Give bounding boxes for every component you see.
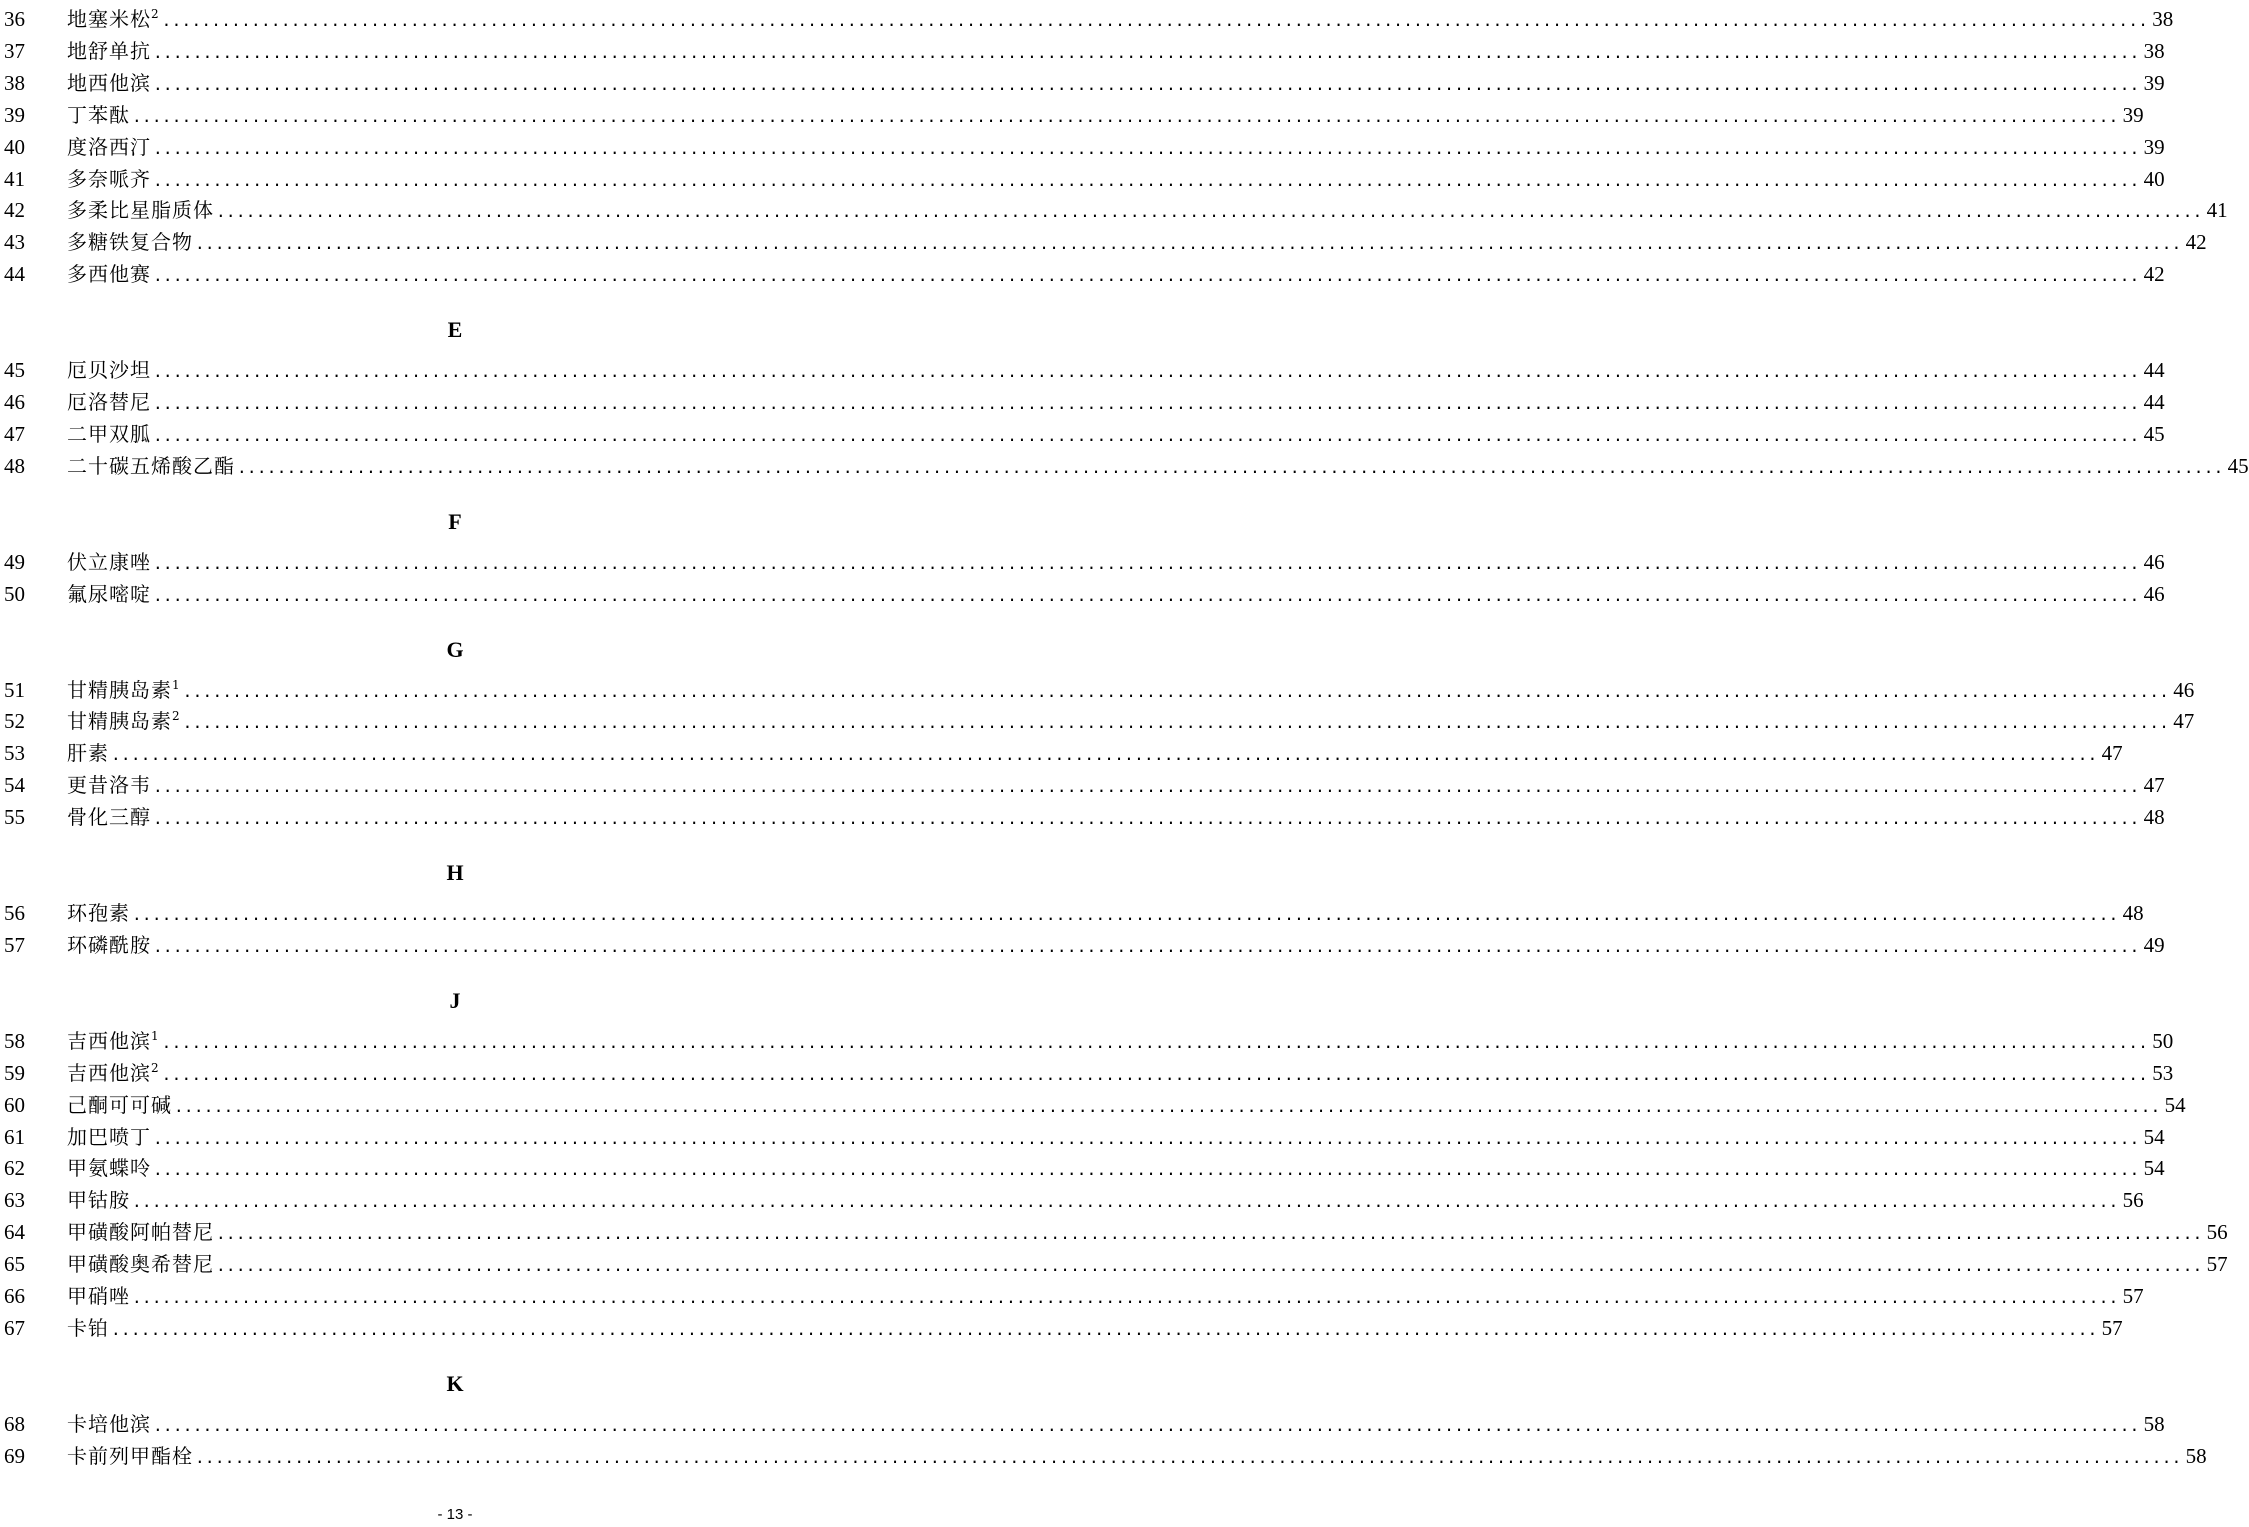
entry-page-number: 42	[2143, 262, 2165, 287]
entry-leader-line	[67, 194, 2228, 228]
entry-number: 64	[4, 1220, 25, 1245]
dot-leader: ........................................................................................................................................................................................................	[195, 1447, 2182, 1467]
entry-title-text: 己酮可可碱	[67, 1092, 172, 1117]
dot-leader: ........................................................................................................................................................................................................	[153, 362, 2140, 382]
entry-title-text: 甲氨蝶呤	[67, 1156, 151, 1181]
entry-leader-line	[67, 1184, 2144, 1218]
toc-entry[interactable]	[0, 1057, 2174, 1089]
entry-number: 37	[4, 38, 25, 63]
entry-leader-line	[67, 226, 2207, 260]
dot-leader: ........................................................................................................................................................................................................	[161, 11, 2149, 30]
toc-entry[interactable]	[0, 1152, 2165, 1184]
entry-leader-line	[67, 1089, 2186, 1123]
toc-entry[interactable]	[0, 1025, 2174, 1057]
entry-title[interactable]	[67, 386, 151, 418]
entry-title-text: 甲磺酸奥希替尼	[67, 1252, 214, 1277]
entry-title[interactable]	[67, 737, 109, 769]
toc-entry[interactable]	[0, 194, 2228, 226]
entry-page-number: 49	[2143, 932, 2165, 957]
entry-number: 44	[4, 262, 25, 287]
entry-page-number: 39	[2143, 70, 2165, 95]
dot-leader: ........................................................................................................................................................................................................	[153, 170, 2140, 190]
entry-page-number: 54	[2143, 1124, 2165, 1149]
dot-leader: ........................................................................................................................................................................................................	[153, 74, 2140, 94]
entry-title-text: 厄贝沙坦	[67, 358, 151, 383]
dot-leader: ........................................................................................................................................................................................................	[132, 106, 2119, 126]
entry-leader-line	[67, 1408, 2165, 1442]
entry-title-text: 度洛西汀	[67, 134, 151, 159]
entry-leader-line	[67, 354, 2165, 388]
entry-title[interactable]	[67, 705, 181, 737]
entry-title[interactable]	[67, 450, 235, 482]
dot-leader: ........................................................................................................................................................................................................	[153, 394, 2140, 413]
toc-entry[interactable]	[0, 99, 2144, 131]
entry-number: 59	[4, 1060, 25, 1085]
dot-leader: ........................................................................................................................................................................................................	[153, 266, 2140, 286]
entry-leader-line	[67, 1057, 2174, 1091]
entry-superscript: 2	[151, 7, 160, 21]
entry-number: 56	[4, 901, 25, 925]
entry-leader-line	[67, 163, 2165, 197]
entry-title-text: 地塞米松	[67, 7, 151, 31]
entry-superscript: 2	[151, 1060, 160, 1075]
dot-leader: ........................................................................................................................................................................................................	[111, 745, 2098, 765]
entry-title-text: 二甲双胍	[67, 421, 151, 446]
entry-number: 47	[4, 421, 25, 446]
entry-title[interactable]	[67, 1089, 172, 1121]
entry-title[interactable]	[67, 1057, 160, 1089]
entry-page-number: 38	[2152, 7, 2174, 31]
entry-number: 50	[4, 581, 25, 606]
entry-number: 42	[4, 198, 25, 223]
entry-title[interactable]	[67, 3, 160, 35]
toc-entry[interactable]	[0, 418, 2165, 450]
toc-entry[interactable]	[0, 1440, 2207, 1472]
entry-superscript: 1	[151, 1028, 160, 1043]
entry-title[interactable]	[67, 418, 151, 450]
dot-leader: ........................................................................................................................................................................................................	[132, 1192, 2119, 1212]
entry-page-number: 45	[2227, 453, 2249, 478]
dot-leader: ........................................................................................................................................................................................................	[237, 457, 2224, 477]
entry-page-number: 57	[2101, 1315, 2123, 1340]
section-heading-g: G	[446, 636, 464, 662]
section-heading-j: J	[449, 987, 461, 1013]
entry-number: 54	[4, 773, 25, 798]
entry-number: 63	[4, 1188, 25, 1213]
toc-entry[interactable]	[0, 450, 2249, 482]
entry-title[interactable]	[67, 67, 151, 99]
entry-leader-line	[67, 769, 2165, 803]
entry-title[interactable]	[67, 99, 130, 131]
section-heading-k: K	[446, 1370, 464, 1396]
entry-title-text: 甘精胰岛素	[67, 677, 172, 702]
dot-leader: ........................................................................................................................................................................................................	[182, 681, 2170, 701]
entry-leader-line	[67, 258, 2165, 292]
dot-leader: ........................................................................................................................................................................................................	[153, 1128, 2140, 1148]
entry-number: 45	[4, 358, 25, 383]
entry-title[interactable]	[67, 1440, 193, 1472]
entry-title[interactable]	[67, 1121, 151, 1153]
entry-page-number: 58	[2185, 1443, 2207, 1468]
toc-entry[interactable]	[0, 3, 2174, 35]
entry-title-text: 丁苯酞	[67, 102, 130, 127]
entry-page-number: 45	[2143, 421, 2165, 446]
toc-entry[interactable]	[0, 386, 2165, 418]
toc-entry[interactable]	[0, 546, 2165, 578]
entry-number: 55	[4, 805, 25, 830]
entry-superscript: 2	[172, 709, 181, 724]
toc-entry[interactable]	[0, 1089, 2186, 1121]
entry-title-text: 多柔比星脂质体	[67, 198, 214, 223]
entry-page-number: 38	[2143, 38, 2165, 63]
entry-page-number: 56	[2206, 1220, 2228, 1245]
entry-page-number: 44	[2143, 390, 2165, 414]
dot-leader: ........................................................................................................................................................................................................	[153, 936, 2140, 956]
entry-title[interactable]	[67, 1280, 130, 1312]
entry-number: 38	[4, 70, 25, 95]
section-heading-e: E	[447, 317, 463, 343]
toc-entry[interactable]	[0, 35, 2165, 67]
entry-title[interactable]	[67, 929, 151, 961]
entry-title-text: 二十碳五烯酸乙酯	[67, 453, 235, 478]
entry-leader-line	[67, 897, 2144, 931]
entry-title[interactable]	[67, 194, 214, 226]
entry-page-number: 40	[2143, 166, 2165, 191]
entry-title-text: 甲钴胺	[67, 1188, 130, 1213]
entry-title-text: 甘精胰岛素	[67, 709, 172, 734]
entry-leader-line	[67, 1280, 2144, 1314]
entry-page-number: 54	[2164, 1092, 2186, 1117]
dot-leader: ........................................................................................................................................................................................................	[153, 809, 2140, 829]
entry-title[interactable]	[67, 801, 151, 833]
entry-title[interactable]	[67, 1025, 160, 1057]
entry-title[interactable]	[67, 1312, 109, 1344]
entry-title-text: 地舒单抗	[67, 38, 151, 63]
toc-entry[interactable]	[0, 1184, 2144, 1216]
entry-number: 60	[4, 1092, 25, 1117]
entry-leader-line	[67, 131, 2165, 165]
entry-leader-line	[67, 674, 2195, 708]
entry-title[interactable]	[67, 578, 151, 610]
toc-entry[interactable]	[0, 67, 2165, 99]
entry-page-number: 41	[2206, 198, 2228, 223]
toc-entry[interactable]	[0, 737, 2123, 769]
dot-leader: ........................................................................................................................................................................................................	[216, 202, 2203, 222]
dot-leader: ........................................................................................................................................................................................................	[182, 713, 2170, 733]
entry-number: 66	[4, 1284, 25, 1308]
toc-entry[interactable]	[0, 1248, 2228, 1280]
entry-leader-line	[67, 386, 2165, 420]
entry-page-number: 57	[2122, 1284, 2144, 1308]
entry-leader-line	[67, 546, 2165, 580]
entry-leader-line	[67, 1121, 2165, 1155]
entry-title-text: 吉西他滨	[67, 1060, 151, 1085]
dot-leader: ........................................................................................................................................................................................................	[153, 1415, 2140, 1435]
entry-page-number: 44	[2143, 358, 2165, 383]
dot-leader: ........................................................................................................................................................................................................	[111, 1319, 2098, 1339]
entry-title-text: 环磷酰胺	[67, 932, 151, 957]
entry-number: 57	[4, 932, 25, 957]
toc-entry[interactable]	[0, 1408, 2165, 1440]
entry-page-number: 57	[2206, 1252, 2228, 1277]
entry-title-text: 加巴喷丁	[67, 1124, 151, 1149]
entry-title[interactable]	[67, 674, 181, 706]
entry-title[interactable]	[67, 1248, 214, 1280]
entry-leader-line	[67, 1025, 2174, 1059]
entry-title-text: 肝素	[67, 741, 109, 766]
entry-title[interactable]	[67, 1216, 214, 1248]
toc-entry[interactable]	[0, 769, 2165, 801]
entry-leader-line	[67, 450, 2249, 484]
dot-leader: ........................................................................................................................................................................................................	[174, 1096, 2161, 1116]
entry-title-text: 厄洛替尼	[67, 390, 151, 414]
entry-title-text: 多西他赛	[67, 262, 151, 287]
entry-number: 51	[4, 677, 25, 702]
entry-page-number: 47	[2173, 709, 2195, 734]
entry-title-text: 吉西他滨	[67, 1028, 151, 1053]
entry-number: 40	[4, 134, 25, 159]
page-number-footer: - 13 -	[437, 1506, 473, 1523]
entry-title[interactable]	[67, 354, 151, 386]
entry-title-text: 多奈哌齐	[67, 166, 151, 191]
dot-leader: ........................................................................................................................................................................................................	[153, 138, 2140, 158]
toc-entry[interactable]	[0, 226, 2207, 258]
entry-number: 41	[4, 166, 25, 191]
entry-leader-line	[67, 418, 2165, 452]
entry-leader-line	[67, 67, 2165, 101]
section-heading-h: H	[446, 860, 464, 885]
entry-superscript: 1	[172, 677, 181, 692]
toc-entry[interactable]	[0, 1121, 2165, 1153]
dot-leader: ........................................................................................................................................................................................................	[132, 1288, 2119, 1307]
toc-entry[interactable]	[0, 354, 2165, 386]
entry-page-number: 39	[2143, 134, 2165, 159]
entry-page-number: 56	[2122, 1188, 2144, 1213]
entry-title-text: 多糖铁复合物	[67, 230, 193, 255]
entry-page-number: 39	[2122, 102, 2144, 127]
entry-title-text: 卡前列甲酯栓	[67, 1443, 193, 1468]
entry-leader-line	[67, 929, 2165, 963]
entry-title-text: 卡铂	[67, 1315, 109, 1340]
entry-number: 58	[4, 1028, 25, 1053]
entry-title[interactable]	[67, 226, 193, 258]
entry-number: 67	[4, 1315, 25, 1340]
dot-leader: ........................................................................................................................................................................................................	[216, 1256, 2203, 1276]
entry-leader-line	[67, 1216, 2228, 1250]
entry-title-text: 甲磺酸阿帕替尼	[67, 1220, 214, 1245]
entry-title-text: 甲硝唑	[67, 1284, 130, 1308]
dot-leader: ........................................................................................................................................................................................................	[161, 1064, 2149, 1084]
entry-leader-line	[67, 35, 2165, 69]
entry-page-number: 46	[2143, 549, 2165, 574]
toc-entry[interactable]	[0, 1280, 2144, 1312]
entry-number: 49	[4, 549, 25, 574]
toc-entry[interactable]	[0, 705, 2195, 737]
entry-title[interactable]	[67, 1184, 130, 1216]
toc-entry[interactable]	[0, 1216, 2228, 1248]
dot-leader: ........................................................................................................................................................................................................	[216, 1224, 2203, 1244]
entry-number: 53	[4, 741, 25, 766]
entry-title[interactable]	[67, 1152, 151, 1184]
dot-leader: ........................................................................................................................................................................................................	[153, 425, 2140, 445]
entry-leader-line	[67, 737, 2123, 771]
entry-number: 61	[4, 1124, 25, 1149]
entry-title[interactable]	[67, 131, 151, 163]
entry-page-number: 48	[2122, 901, 2144, 925]
entry-number: 36	[4, 7, 25, 31]
entry-page-number: 42	[2185, 230, 2207, 255]
entry-leader-line	[67, 578, 2165, 612]
entry-page-number: 58	[2143, 1411, 2165, 1436]
entry-number: 65	[4, 1252, 25, 1277]
entry-title[interactable]	[67, 769, 151, 801]
entry-title-text: 伏立康唑	[67, 549, 151, 574]
entry-title-text: 环孢素	[67, 901, 130, 925]
entry-leader-line	[67, 1312, 2123, 1346]
entry-title-text: 氟尿嘧啶	[67, 581, 151, 606]
entry-title-text: 骨化三醇	[67, 805, 151, 830]
dot-leader: ........................................................................................................................................................................................................	[153, 42, 2140, 62]
dot-leader: ........................................................................................................................................................................................................	[153, 553, 2140, 573]
entry-page-number: 47	[2143, 773, 2165, 798]
entry-title[interactable]	[67, 163, 151, 195]
entry-number: 48	[4, 453, 25, 478]
toc-entry[interactable]	[0, 131, 2165, 163]
dot-leader: ........................................................................................................................................................................................................	[153, 777, 2140, 797]
entry-number: 43	[4, 230, 25, 255]
entry-leader-line	[67, 705, 2195, 739]
entry-title[interactable]	[67, 897, 130, 929]
entry-page-number: 53	[2152, 1060, 2174, 1085]
entry-page-number: 47	[2101, 741, 2123, 766]
dot-leader: ........................................................................................................................................................................................................	[195, 234, 2182, 254]
dot-leader: ........................................................................................................................................................................................................	[132, 905, 2119, 924]
entry-page-number: 48	[2143, 805, 2165, 830]
entry-page-number: 46	[2143, 581, 2165, 606]
entry-title-text: 地西他滨	[67, 70, 151, 95]
entry-title[interactable]	[67, 35, 151, 67]
entry-leader-line	[67, 1440, 2207, 1474]
toc-entry[interactable]	[0, 674, 2195, 706]
entry-title[interactable]	[67, 258, 151, 290]
entry-leader-line	[67, 1152, 2165, 1186]
entry-number: 69	[4, 1443, 25, 1468]
toc-entry[interactable]	[0, 578, 2165, 610]
entry-title-text: 卡培他滨	[67, 1411, 151, 1436]
entry-page-number: 50	[2152, 1028, 2174, 1053]
dot-leader: ........................................................................................................................................................................................................	[153, 585, 2140, 605]
section-heading-f: F	[448, 508, 462, 534]
entry-title[interactable]	[67, 1408, 151, 1440]
entry-number: 68	[4, 1411, 25, 1436]
dot-leader: ........................................................................................................................................................................................................	[153, 1160, 2140, 1180]
entry-number: 52	[4, 709, 25, 734]
toc-entry[interactable]	[0, 929, 2165, 961]
entry-number: 39	[4, 102, 25, 127]
entry-page-number: 46	[2173, 677, 2195, 702]
entry-leader-line	[67, 1248, 2228, 1282]
entry-leader-line	[67, 99, 2144, 133]
entry-page-number: 54	[2143, 1156, 2165, 1181]
toc-entry[interactable]	[0, 1312, 2123, 1344]
entry-number: 46	[4, 390, 25, 414]
toc-entry[interactable]	[0, 801, 2165, 833]
dot-leader: ........................................................................................................................................................................................................	[161, 1032, 2149, 1052]
toc-entry[interactable]	[0, 258, 2165, 290]
entry-leader-line	[67, 801, 2165, 835]
entry-title[interactable]	[67, 546, 151, 578]
toc-entry[interactable]	[0, 163, 2165, 195]
entry-title-text: 更昔洛韦	[67, 773, 151, 798]
entry-leader-line	[67, 3, 2174, 37]
entry-number: 62	[4, 1156, 25, 1181]
toc-entry[interactable]	[0, 897, 2144, 929]
